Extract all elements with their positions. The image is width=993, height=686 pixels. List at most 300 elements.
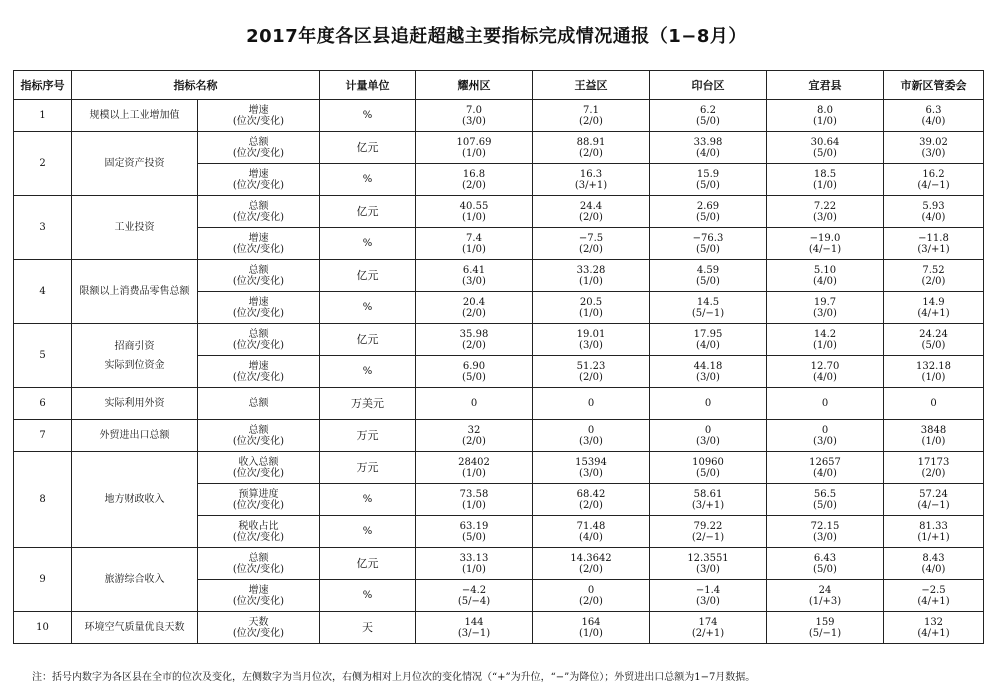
value-cell	[416, 132, 533, 164]
rank-change: (5/−4)	[457, 595, 491, 607]
metric-label-line: (位次/变化)	[232, 371, 285, 383]
value: 132	[923, 616, 944, 628]
rank-change: (3/0)	[696, 435, 720, 447]
metric-label-line: 收入总额	[238, 456, 279, 468]
rank-change: (4/+1)	[917, 627, 950, 639]
value-cell	[767, 196, 884, 228]
rank-change: (4/0)	[921, 563, 946, 575]
footnote: 注：括号内数字为各区县在全市的位次及变化，左侧数字为当月位次，右侧为相对上月位次的变化情况（“+”为升位，“−”为降位）；外贸进出口总额为1−7月数据。	[32, 672, 756, 683]
metric-label-line: 增速	[248, 296, 269, 308]
value: 0	[470, 398, 478, 409]
unit-cell: %	[320, 100, 416, 132]
table-row	[14, 612, 984, 644]
value: 73.58	[459, 488, 489, 500]
unit-cell: %	[320, 580, 416, 612]
metric-label-line: (位次/变化)	[232, 147, 285, 159]
value: 159	[815, 616, 835, 628]
indicator-name	[72, 452, 198, 548]
metric-label-line: (位次/变化)	[232, 275, 285, 287]
value: 10960	[692, 456, 724, 468]
value-cell	[767, 228, 884, 260]
metric-label-line: (位次/变化)	[232, 627, 285, 639]
value: 164	[581, 616, 601, 628]
rank-change: (1/0)	[579, 627, 603, 639]
value-cell	[650, 612, 767, 644]
value-cell	[650, 452, 767, 484]
indicator-seq: 7	[14, 420, 72, 452]
metric-label	[198, 228, 320, 260]
rank-change: (5/0)	[813, 563, 837, 575]
value-cell	[767, 260, 884, 292]
report-title: 2017年度各区县追赶超越主要指标完成情况通报（1−8月）	[246, 26, 747, 47]
value-cell	[884, 388, 984, 420]
rank-change: (4/+1)	[917, 595, 950, 607]
value: 33.28	[576, 264, 606, 276]
rank-change: (3/0)	[696, 371, 720, 383]
metric-label-line: 税收占比	[238, 520, 279, 532]
value: 15.9	[696, 168, 720, 180]
header-unit: 计量单位	[320, 71, 416, 100]
rank-change: (4/0)	[921, 115, 946, 127]
indicator-seq: 3	[14, 196, 72, 260]
value-cell	[650, 164, 767, 196]
metric-label-line: (位次/变化)	[232, 307, 285, 319]
value-cell	[884, 580, 984, 612]
indicator-seq: 10	[14, 612, 72, 644]
header-region: 宜君县	[767, 71, 884, 100]
unit-cell: %	[320, 356, 416, 388]
value-cell	[650, 260, 767, 292]
value: 4.59	[696, 264, 720, 276]
value-cell	[650, 548, 767, 580]
indicator-name-text: 规模以上工业增加值	[89, 110, 180, 121]
metric-label	[198, 484, 320, 516]
rank-change: (1/+1)	[917, 531, 950, 543]
value-cell	[416, 612, 533, 644]
rank-change: (1/0)	[462, 467, 486, 479]
metric-label-line: 增速	[248, 168, 269, 180]
value-cell	[767, 548, 884, 580]
value: 15394	[575, 456, 607, 468]
rank-change: (2/0)	[579, 243, 603, 255]
value-cell	[650, 132, 767, 164]
value-cell	[884, 356, 984, 388]
unit-cell: %	[320, 516, 416, 548]
rank-change: (4/0)	[696, 339, 720, 351]
value: 6.2	[700, 104, 716, 116]
value: 7.0	[466, 104, 482, 116]
value-cell	[416, 516, 533, 548]
value: 0	[587, 424, 595, 436]
metric-label-line: 总额	[248, 328, 269, 340]
rank-change: (3/−1)	[457, 627, 491, 639]
rank-change: (4/−1)	[917, 499, 950, 511]
metric-label-line: (位次/变化)	[232, 435, 285, 447]
value-cell	[650, 420, 767, 452]
indicator-name-text: 工业投资	[114, 222, 155, 233]
unit-cell: %	[320, 292, 416, 324]
rank-change: (3/0)	[813, 531, 837, 543]
rank-change: (2/0)	[579, 147, 603, 159]
rank-change: (2/0)	[579, 595, 603, 607]
metric-label-line: (位次/变化)	[232, 499, 285, 511]
rank-change: (2/0)	[921, 275, 946, 287]
rank-change: (1/0)	[462, 147, 486, 159]
table-row	[14, 452, 984, 484]
rank-change: (1/0)	[462, 243, 486, 255]
rank-change: (3/0)	[579, 339, 603, 351]
value: 5.10	[813, 264, 837, 276]
metric-label-line: (位次/变化)	[232, 243, 285, 255]
rank-change: (4/0)	[813, 371, 837, 383]
rank-change: (3/0)	[579, 435, 603, 447]
value-cell	[884, 196, 984, 228]
value: 0	[587, 398, 595, 409]
rank-change: (5/0)	[462, 371, 486, 383]
value-cell	[533, 260, 650, 292]
value-cell	[650, 484, 767, 516]
value: −4.2	[461, 584, 487, 596]
unit-cell: 亿元	[320, 260, 416, 292]
value: 44.18	[693, 360, 723, 372]
rank-change: (5/0)	[921, 339, 946, 351]
rank-change: (3/0)	[696, 595, 720, 607]
metric-label	[198, 292, 320, 324]
metric-label	[198, 516, 320, 548]
rank-change: (5/−1)	[691, 307, 725, 319]
value: 8.43	[922, 552, 945, 564]
value: 20.5	[579, 296, 603, 308]
rank-change: (2/0)	[462, 339, 486, 351]
rank-change: (3/0)	[696, 563, 720, 575]
unit-cell: 亿元	[320, 196, 416, 228]
metric-label-line: 增速	[248, 104, 269, 116]
rank-change: (4/−1)	[917, 179, 950, 191]
value-cell	[767, 356, 884, 388]
value: 24	[818, 584, 832, 596]
value-cell	[533, 292, 650, 324]
rank-change: (2/0)	[579, 563, 603, 575]
value-cell	[767, 612, 884, 644]
rank-change: (3/+1)	[691, 499, 725, 511]
metric-label	[198, 356, 320, 388]
value-cell	[884, 612, 984, 644]
indicator-name-text: 限额以上消费品零售总额	[79, 286, 190, 297]
value: −7.5	[578, 232, 604, 244]
value: 16.2	[922, 168, 945, 180]
value-cell	[416, 196, 533, 228]
value-cell	[884, 100, 984, 132]
value-cell	[884, 260, 984, 292]
unit-cell: 天	[320, 612, 416, 644]
rank-change: (2/0)	[579, 115, 603, 127]
indicator-name-text: 招商引资	[114, 340, 155, 352]
metric-label-line: (位次/变化)	[232, 595, 285, 607]
rank-change: (1/0)	[579, 275, 603, 287]
indicator-name	[72, 260, 198, 324]
value: 6.41	[462, 264, 486, 276]
value: 57.24	[919, 488, 948, 500]
value: −76.3	[692, 232, 724, 244]
value-cell	[767, 452, 884, 484]
value: 12.70	[810, 360, 840, 372]
rank-change: (1/0)	[921, 435, 946, 447]
value: 24.24	[919, 328, 948, 340]
value: 7.52	[922, 264, 945, 276]
value-cell	[884, 324, 984, 356]
rank-change: (5/0)	[696, 467, 720, 479]
rank-change: (5/0)	[813, 499, 837, 511]
value-cell	[650, 580, 767, 612]
value-cell	[416, 452, 533, 484]
value-cell	[650, 324, 767, 356]
value: 19.7	[813, 296, 837, 308]
value: 14.3642	[570, 552, 612, 564]
value: 2.69	[696, 200, 720, 212]
header-region: 市新区管委会	[884, 71, 984, 100]
indicator-name-text: 外贸进出口总额	[99, 430, 170, 441]
value-cell	[533, 196, 650, 228]
value: 20.4	[462, 296, 486, 308]
rank-change: (2/0)	[921, 467, 946, 479]
indicator-seq: 1	[14, 100, 72, 132]
value: 0	[930, 398, 937, 409]
unit-cell: 万元	[320, 420, 416, 452]
metric-label	[198, 196, 320, 228]
value: 12657	[809, 456, 841, 468]
value-cell	[416, 420, 533, 452]
value-cell	[533, 164, 650, 196]
value-cell	[767, 324, 884, 356]
indicator-name	[72, 100, 198, 132]
metric-label-line: (位次/变化)	[232, 531, 285, 543]
value-cell	[533, 356, 650, 388]
value: 14.9	[922, 296, 945, 308]
header-seq: 指标序号	[14, 71, 72, 100]
rank-change: (1/0)	[462, 211, 486, 223]
value: 32	[467, 424, 481, 436]
value: 3848	[920, 424, 947, 436]
value-cell	[767, 292, 884, 324]
value: 72.15	[810, 520, 840, 532]
rank-change: (5/0)	[696, 243, 720, 255]
value-cell	[650, 196, 767, 228]
value: 7.1	[583, 104, 599, 116]
value-cell	[416, 388, 533, 420]
value-cell	[767, 484, 884, 516]
table-row	[14, 100, 984, 132]
metric-label	[198, 548, 320, 580]
indicator-name	[72, 388, 198, 420]
metric-label-line: (位次/变化)	[232, 211, 285, 223]
value: 144	[464, 616, 484, 628]
rank-change: (5/0)	[696, 211, 720, 223]
metric-label	[198, 324, 320, 356]
value: 35.98	[459, 328, 489, 340]
value: 88.91	[576, 136, 606, 148]
rank-change: (1/0)	[579, 307, 603, 319]
rank-change: (3/0)	[813, 307, 837, 319]
table-row	[14, 548, 984, 580]
metric-label	[198, 260, 320, 292]
value: 6.43	[813, 552, 837, 564]
rank-change: (3/0)	[921, 147, 946, 159]
value-cell	[650, 516, 767, 548]
indicator-seq: 5	[14, 324, 72, 388]
value: 58.61	[693, 488, 723, 500]
rank-change: (5/0)	[696, 275, 720, 287]
rank-change: (4/0)	[813, 467, 837, 479]
value-cell	[416, 484, 533, 516]
value-cell	[416, 164, 533, 196]
indicator-name	[72, 324, 198, 388]
value: 5.93	[922, 200, 945, 212]
rank-change: (2/0)	[462, 435, 486, 447]
indicator-seq: 4	[14, 260, 72, 324]
indicator-name-text: 固定资产投资	[104, 158, 165, 169]
value: 107.69	[456, 136, 492, 148]
table-row	[14, 196, 984, 228]
rank-change: (5/0)	[696, 179, 720, 191]
rank-change: (4/+1)	[917, 307, 950, 319]
rank-change: (2/0)	[579, 211, 603, 223]
indicator-name-text: 实际利用外资	[104, 398, 165, 409]
value-cell	[884, 164, 984, 196]
indicator-name-text: 旅游综合收入	[104, 574, 165, 585]
value-cell	[533, 420, 650, 452]
rank-change: (1/0)	[813, 339, 837, 351]
metric-label	[198, 132, 320, 164]
header-name: 指标名称	[72, 71, 320, 100]
unit-cell: 亿元	[320, 324, 416, 356]
indicator-name-text: 地方财政收入	[104, 494, 165, 505]
value-cell	[533, 484, 650, 516]
rank-change: (1/0)	[462, 499, 486, 511]
rank-change: (3/+1)	[917, 243, 950, 255]
metric-label-line: 总额	[248, 136, 269, 148]
header-region: 王益区	[533, 71, 650, 100]
rank-change: (2/+1)	[691, 627, 725, 639]
table-body	[14, 100, 984, 644]
rank-change: (5/0)	[813, 147, 837, 159]
rank-change: (3/0)	[462, 115, 486, 127]
value-cell	[884, 516, 984, 548]
value: 14.2	[813, 328, 837, 340]
unit-cell: 万元	[320, 452, 416, 484]
value: 7.4	[466, 232, 482, 244]
unit-cell: %	[320, 484, 416, 516]
value: 174	[698, 616, 718, 628]
value: 14.5	[696, 296, 720, 308]
value-cell	[767, 100, 884, 132]
indicator-name	[72, 548, 198, 612]
value: 12.3551	[687, 552, 729, 564]
value: −11.8	[918, 232, 949, 244]
value-cell	[416, 260, 533, 292]
value-cell	[650, 100, 767, 132]
rank-change: (1/0)	[462, 563, 486, 575]
value: 24.4	[579, 200, 603, 212]
rank-change: (4/0)	[579, 531, 603, 543]
indicator-table	[13, 70, 984, 644]
rank-change: (2/0)	[462, 179, 486, 191]
rank-change: (4/0)	[813, 275, 837, 287]
indicator-seq: 6	[14, 388, 72, 420]
value: 63.19	[459, 520, 489, 532]
value-cell	[767, 420, 884, 452]
value: 71.48	[576, 520, 606, 532]
unit-cell: %	[320, 228, 416, 260]
rank-change: (2/0)	[579, 371, 603, 383]
value: 18.5	[813, 168, 837, 180]
metric-label	[198, 100, 320, 132]
unit-cell: %	[320, 164, 416, 196]
indicator-name-text: 实际到位资金	[104, 359, 165, 371]
value: 0	[821, 424, 829, 436]
value-cell	[533, 132, 650, 164]
value: 39.02	[919, 136, 948, 148]
value: 0	[821, 398, 829, 409]
value-cell	[884, 452, 984, 484]
value-cell	[767, 388, 884, 420]
value-cell	[650, 228, 767, 260]
unit-cell: 亿元	[320, 548, 416, 580]
value-cell	[884, 132, 984, 164]
value-cell	[416, 100, 533, 132]
table-row	[14, 260, 984, 292]
metric-label-line: 天数	[248, 616, 269, 628]
unit-cell: 万美元	[320, 388, 416, 420]
value: 19.01	[576, 328, 606, 340]
metric-label-line: 增速	[248, 232, 269, 244]
value: 17173	[917, 456, 950, 468]
metric-label-line: 总额	[248, 264, 269, 276]
value: 30.64	[810, 136, 840, 148]
metric-label-line: (位次/变化)	[232, 339, 285, 351]
value: 6.90	[462, 360, 486, 372]
value: −2.5	[921, 584, 946, 596]
header-region: 耀州区	[416, 71, 533, 100]
value: 33.98	[693, 136, 723, 148]
metric-label-line: (位次/变化)	[232, 115, 285, 127]
value: 0	[704, 398, 712, 409]
metric-label	[198, 580, 320, 612]
value-cell	[884, 420, 984, 452]
rank-change: (5/−1)	[808, 627, 842, 639]
metric-label	[198, 452, 320, 484]
indicator-name	[72, 420, 198, 452]
metric-label-line: 预算进度	[238, 488, 279, 500]
rank-change: (2/0)	[579, 499, 603, 511]
value: 51.23	[576, 360, 606, 372]
rank-change: (1/0)	[813, 179, 837, 191]
value-cell	[416, 228, 533, 260]
value: 79.22	[693, 520, 723, 532]
indicator-seq: 8	[14, 452, 72, 548]
value-cell	[650, 292, 767, 324]
value: 56.5	[813, 488, 837, 500]
rank-change: (2/−1)	[691, 531, 725, 543]
value-cell	[650, 388, 767, 420]
value-cell	[533, 228, 650, 260]
value-cell	[767, 132, 884, 164]
metric-label	[198, 164, 320, 196]
value-cell	[416, 548, 533, 580]
value-cell	[767, 164, 884, 196]
value-cell	[533, 548, 650, 580]
value-cell	[650, 356, 767, 388]
value: 6.3	[925, 104, 942, 116]
